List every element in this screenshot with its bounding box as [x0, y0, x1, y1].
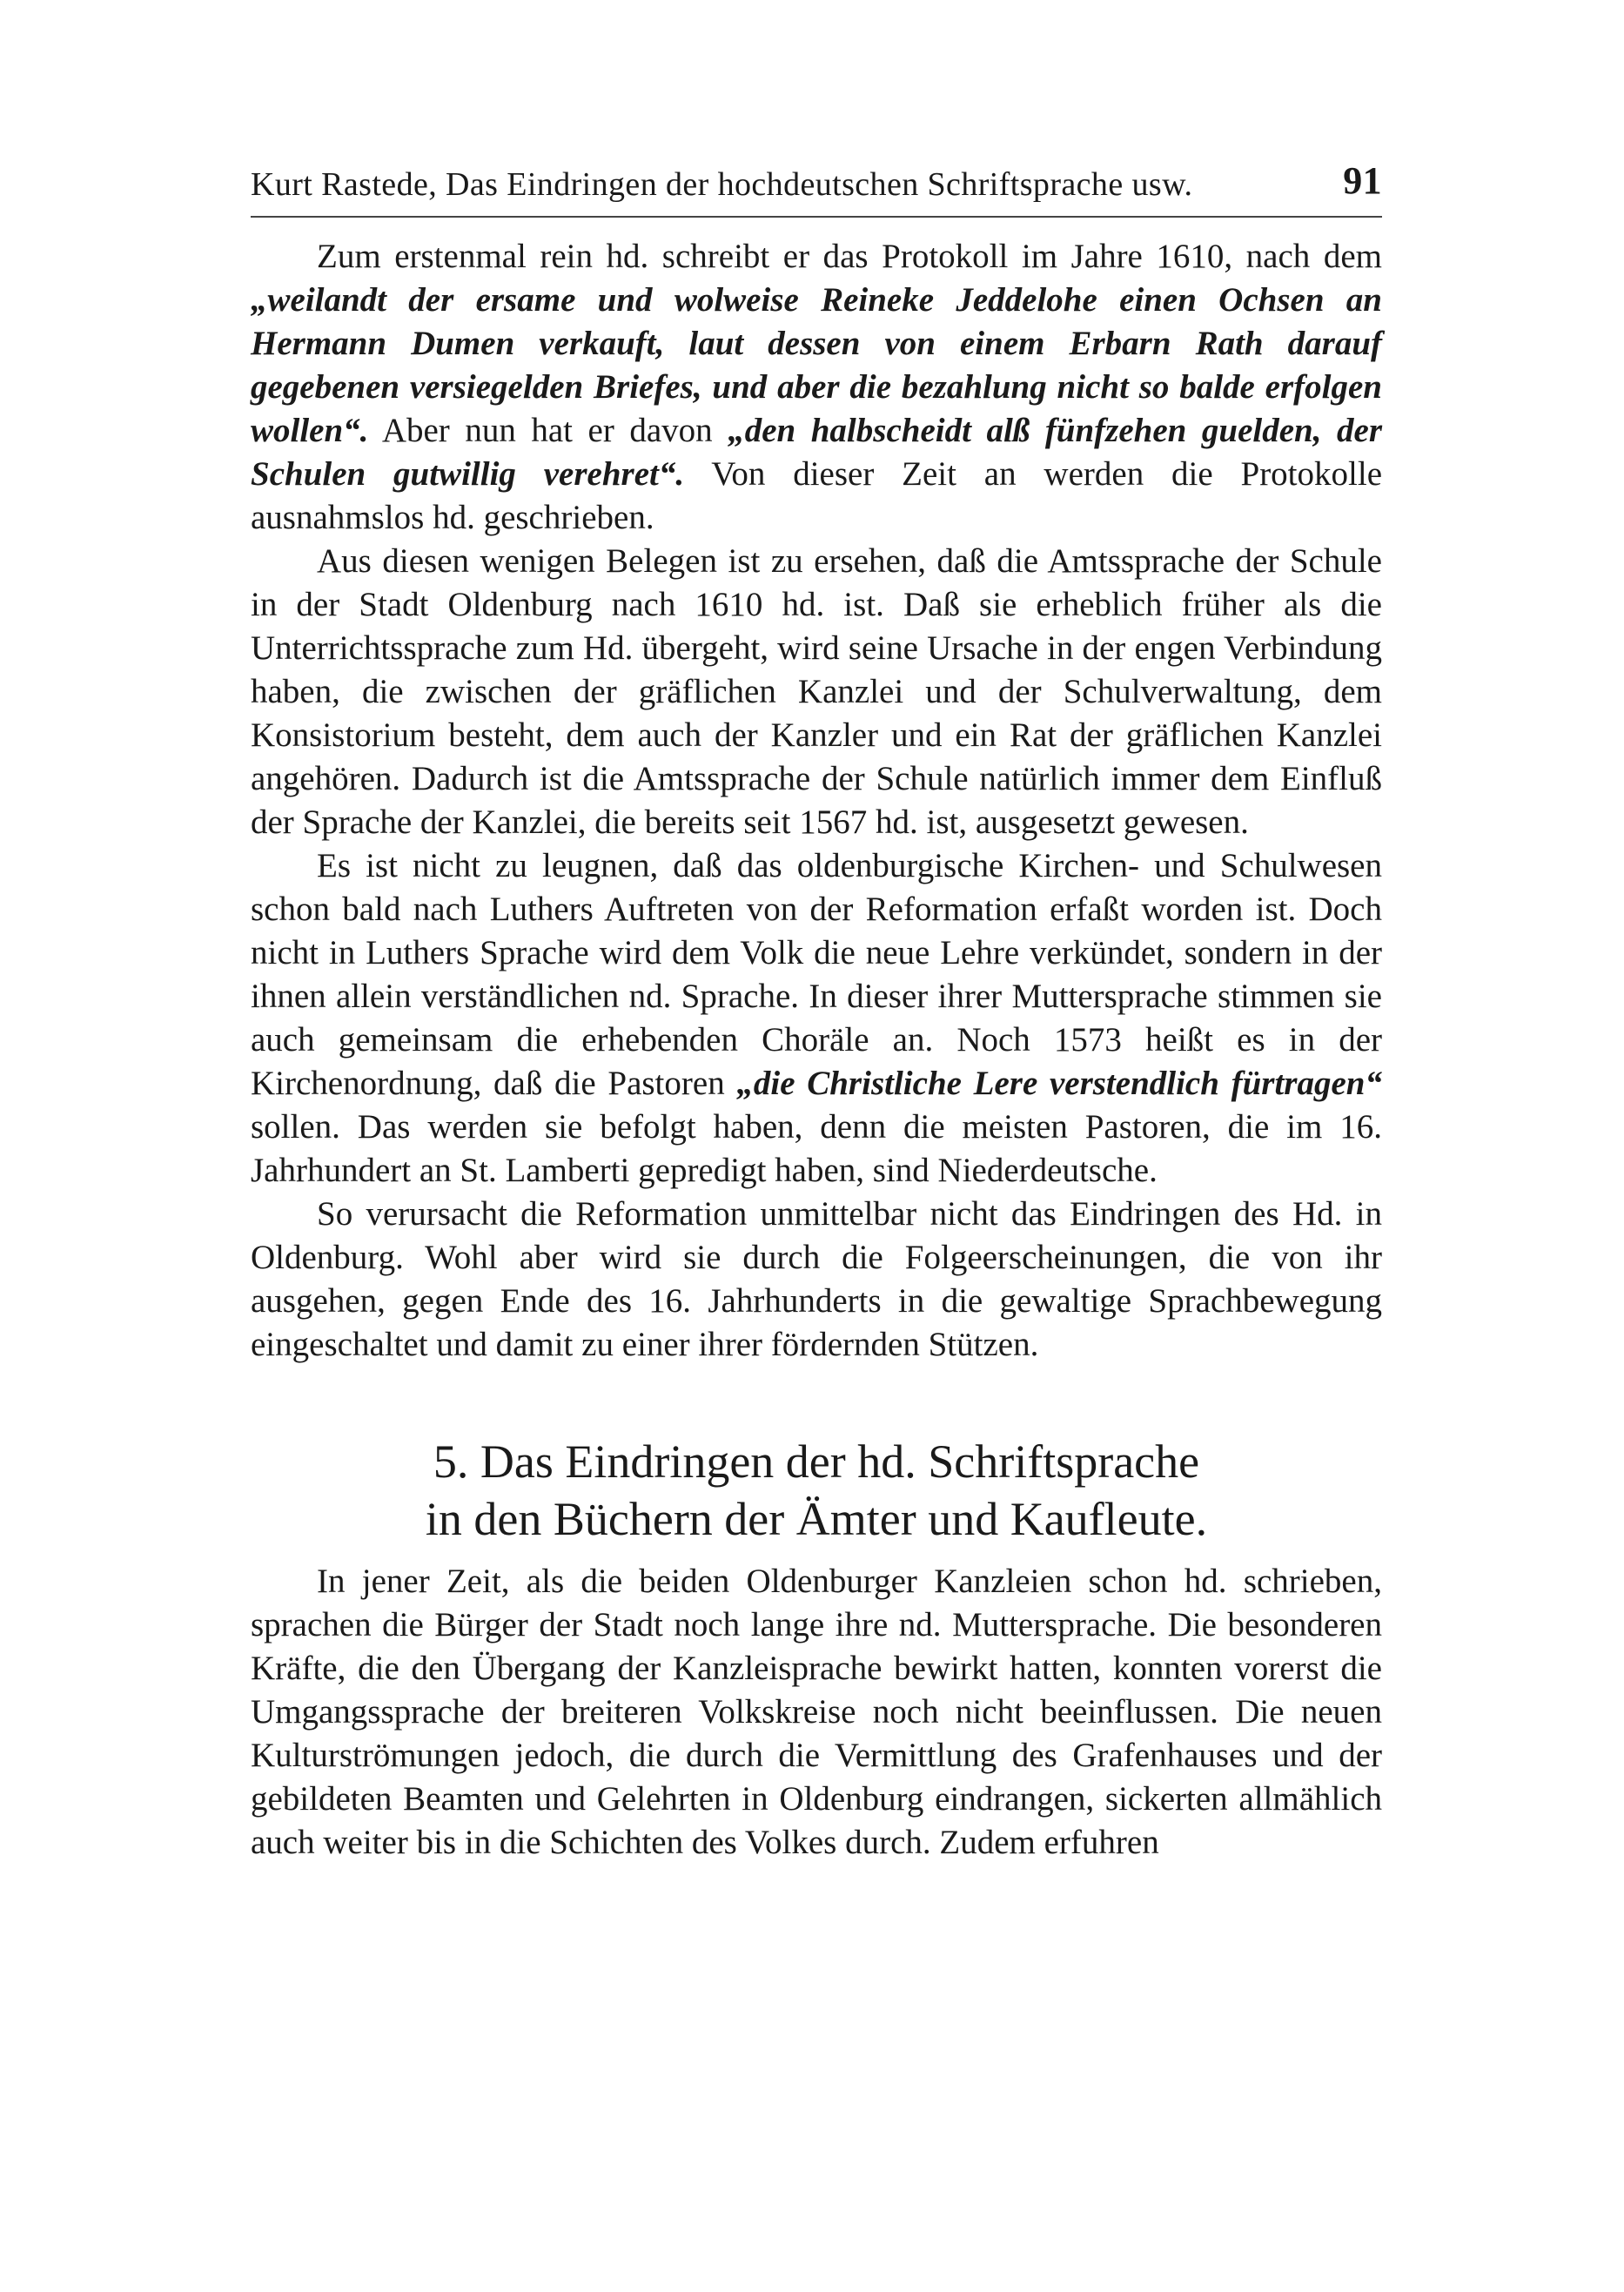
paragraph-buerger: In jener Zeit, als die beiden Oldenburger Kanzleien schon hd. schrieben, sprachen die Bürger der Stadt noch lange ihre nd. Muttersprache. Die besonderen Kräfte, die den Übergang der Kanzleisprache bewirkt hatten, konnten vorerst die Umgangssprache der breiteren Volkskreise noch nicht beeinflussen. Die neuen Kulturströmungen jedoch, die durch die Vermittlung des Grafenhauses und der gebildeten Beamten und Gelehrten in Oldenburg eindrangen, sickerten allmählich auch weiter bis in die Schichten des Volkes durch. Zudem erfuhren — [251, 1563, 1382, 1861]
paragraph-text: Zum erstenmal rein hd. schreibt er das Protokoll im Jahre 1610, nach dem — [317, 238, 1382, 275]
running-title: Kurt Rastede, Das Eindringen der hochdeutschen Schriftsprache usw. — [251, 166, 1193, 203]
paragraph-text: Von dieser Zeit an werden die Protokolle ausnahmslos hd. geschrieben. — [251, 455, 1382, 536]
quotation: „weilandt der ersame und wolweise Reineke Jeddelohe einen Ochsen an Hermann Dumen verkauft, laut dessen von einem Erbarn Rath darauf gegebenen versiegelden Briefes, und aber die bezahlung nicht so balde erfolgen wollen“. — [251, 281, 1382, 449]
running-header — [251, 158, 1382, 211]
quotation: „den halbscheidt alß fünfzehen guelden, der Schulen gutwillig verehret“. — [251, 412, 1382, 493]
paragraph-text: sollen. Das werden sie befolgt haben, denn die meisten Pastoren, die im 16. Jahrhundert an St. Lamberti gepredigt haben, sind Niederdeutsche. — [251, 1108, 1382, 1189]
paragraph-sprachbewegung: So verursacht die Reformation unmittelbar nicht das Eindringen des Hd. in Oldenburg. Wohl aber wird sie durch die Folgeerscheinungen, die von ihr ausgehen, gegen Ende des 16. Jahrhunderts in die gewaltige Sprachbewegung eingeschaltet und damit zu einer ihrer fördernden Stützen. — [251, 1195, 1382, 1363]
section-heading — [251, 1433, 1382, 1548]
section-heading-line: in den Büchern der Ämter und Kaufleute. — [425, 1493, 1208, 1545]
paragraph-amtssprache: Aus diesen wenigen Belegen ist zu ersehen, daß die Amtssprache der Schule in der Stadt Oldenburg nach 1610 hd. ist. Daß sie erheblich früher als die Unterrichtssprache zum Hd. übergeht, wird seine Ursache in der engen Verbindung haben, die zwischen der gräflichen Kanzlei und der Schulverwaltung, dem Konsistorium besteht, dem auch der Kanzler und ein Rat der gräflichen Kanzlei angehören. Dadurch ist die Amtssprache der Schule natürlich immer dem Einfluß der Sprache der Kanzlei, die bereits seit 1567 hd. ist, ausgesetzt gewesen. — [251, 542, 1382, 841]
page-number: 91 — [1343, 159, 1382, 202]
paragraph-protocol-1610 — [251, 235, 1382, 540]
header-rule — [251, 216, 1382, 218]
quotation: „die Christliche Lere verstendlich fürtragen“ — [736, 1065, 1382, 1102]
paragraph-reformation — [251, 844, 1382, 1193]
section-heading-line: 5. Das Eindringen der hd. Schriftsprache — [433, 1435, 1200, 1488]
body-text — [251, 235, 1382, 1865]
paragraph-text: Es ist nicht zu leugnen, daß das oldenburgische Kirchen- und Schulwesen schon bald nach Luthers Auftreten von der Reformation erfaßt worden ist. Doch nicht in Luthers Sprache wird dem Volk die neue Lehre verkündet, sondern in der ihnen allein verständlichen nd. Sprache. In dieser ihrer Muttersprache stimmen sie auch gemeinsam die erhebenden Choräle an. Noch 1573 heißt es in der Kirchenordnung, daß die Pastoren — [251, 847, 1382, 1102]
paragraph-text: Aber nun hat er davon — [368, 412, 728, 449]
